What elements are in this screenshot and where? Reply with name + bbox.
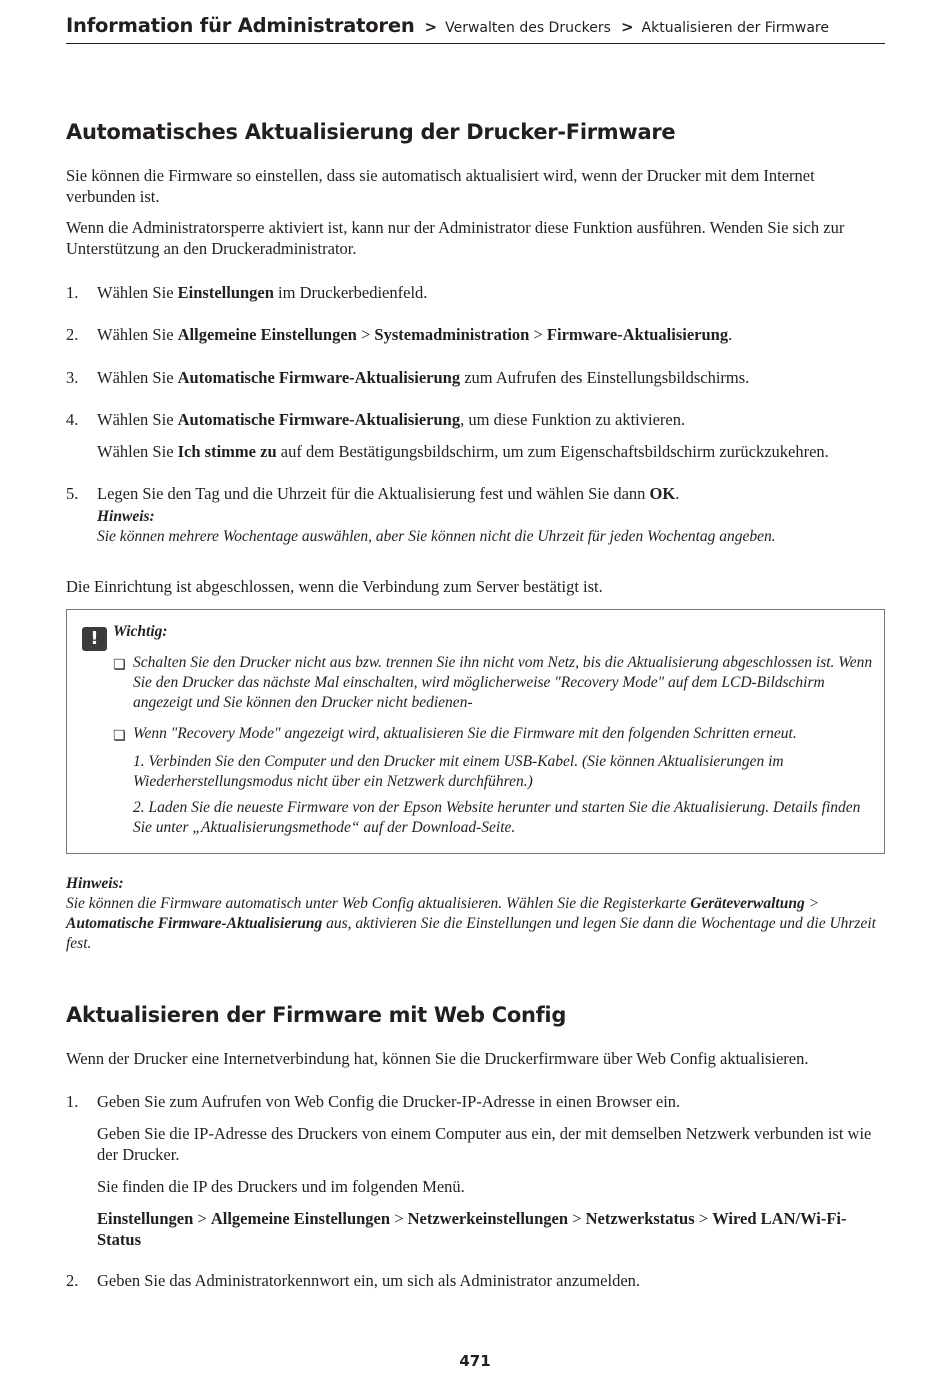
note-web-config: Hinweis: Sie können die Firmware automatisch unter Web Config aktualisieren. Wählen Sie die Registerkarte Geräteverwaltung > Automatische Firmware-Aktualisierung aus, aktivieren Sie die Einstellungen und legen Sie dann die Wochentage und die Uhrzeit fest. (66, 874, 885, 954)
section-title-auto-update: Automatisches Aktualisierung der Drucker-Firmware (66, 120, 676, 144)
step-number: 1. (66, 283, 79, 302)
section-title-web-config: Aktualisieren der Firmware mit Web Config (66, 1003, 567, 1027)
paragraph-intro: Sie können die Firmware so einstellen, dass sie automatisch aktualisiert wird, wenn der Drucker mit dem Internet verbunden ist. (66, 166, 815, 206)
step-1: 1. Wählen Sie Einstellungen im Druckerbedienfeld. (66, 283, 428, 302)
note-body: Sie können mehrere Wochentage auswählen, aber Sie können nicht die Uhrzeit für jeden Wochentag angeben. (97, 528, 776, 545)
note-title: Hinweis: (66, 875, 124, 892)
paragraph-web-config-intro: Wenn der Drucker eine Internetverbindung hat, können Sie die Druckerfirmware über Web Config aktualisieren. (66, 1049, 809, 1068)
step-4: 4. Wählen Sie Automatische Firmware-Aktualisierung, um diese Funktion zu aktivieren. Wählen Sie Ich stimme zu auf dem Bestätigungsbildschirm, um zum Eigenschaftsbildschirm zurückzukehren. (66, 410, 829, 461)
step-number: 3. (66, 368, 79, 387)
paragraph-done: Die Einrichtung ist abgeschlossen, wenn die Verbindung zum Server bestätigt ist. (66, 577, 603, 596)
important-title: Wichtig: (113, 623, 168, 640)
breadcrumb-separator: > (620, 18, 634, 36)
note-title: Hinweis: (97, 508, 155, 525)
step-3: 3. Wählen Sie Automatische Firmware-Aktualisierung zum Aufrufen des Einstellungsbildschirms. (66, 368, 750, 387)
breadcrumb-separator: > (424, 18, 438, 36)
step-number: 4. (66, 410, 79, 429)
breadcrumb-item-verwalten[interactable]: Verwalten des Druckers (445, 20, 611, 36)
step-number: 2. (66, 325, 79, 344)
paragraph-admin-lock: Wenn die Administratorsperre aktiviert ist, kann nur der Administrator diese Funktion ausführen. Wenden Sie sich zur Unterstützung an den Druckeradministrator. (66, 218, 845, 258)
important-box (66, 609, 885, 854)
step-number: 1. (66, 1092, 79, 1111)
step-number: 2. (66, 1271, 79, 1290)
checkbox-bullet-icon: ❏ (113, 728, 126, 744)
web-config-step-1: 1. Geben Sie zum Aufrufen von Web Config die Drucker-IP-Adresse in einen Browser ein. Geben Sie die IP-Adresse des Druckers von einem Computer aus ein, der mit demselben Netzwerk verbunden ist wie der Drucker. Sie finden die IP des Druckers und im folgenden Menü. Einstellungen > Allgemeine Einstellungen > Netzwerkeinstellungen > Netzwerkstatus > Wired LAN/Wi-Fi-Status (66, 1091, 885, 1250)
breadcrumb-item-aktualisieren[interactable]: Aktualisieren der Firmware (641, 20, 829, 36)
note-step-5 (97, 507, 885, 547)
breadcrumb-main: Information für Administratoren (66, 14, 415, 37)
step-2: 2. Wählen Sie Allgemeine Einstellungen > Systemadministration > Firmware-Aktualisierung. (66, 325, 733, 344)
important-substep-2: 2. Laden Sie die neueste Firmware von der Epson Website herunter und starten Sie die Aktualisierung. Details finden Sie unter „Aktualisierungsmethode“ auf der Download-Seite. (133, 799, 861, 836)
page-number: 471 (459, 1352, 491, 1370)
important-substep-1: 1. Verbinden Sie den Computer und den Drucker mit einem USB-Kabel. (Sie können Aktualisierungen im Wiederherstellungsmodus nicht über ein Netzwerk durchführen.) (133, 753, 784, 790)
important-item-1: ❏ Schalten Sie den Drucker nicht aus bzw. trennen Sie ihn nicht vom Netz, bis die Aktualisierung abgeschlossen ist. Wenn Sie den Drucker das nächste Mal einschalten, wird möglicherweise "Recovery Mode" auf dem LCD-Bildschirm angezeigt und Sie können den Drucker nicht bedienen- (113, 654, 873, 711)
important-item-2: ❏ Wenn "Recovery Mode" angezeigt wird, aktualisieren Sie die Firmware mit den folgenden Schritten erneut. 1. Verbinden Sie den Computer und den Drucker mit einem USB-Kabel. (Sie können Aktualisierungen im Wiederherstellungsmodus nicht über ein Netzwerk durchführen.) 2. Laden Sie die neueste Firmware von der Epson Website herunter und starten Sie die Aktualisierung. Details finden Sie unter „Aktualisierungsmethode“ auf der Download-Seite. (113, 724, 874, 838)
breadcrumb (66, 10, 885, 44)
checkbox-bullet-icon: ❏ (113, 657, 126, 673)
menu-einstellungen: Einstellungen (177, 283, 274, 302)
exclamation-icon: ! (82, 627, 107, 651)
web-config-step-2: 2. Geben Sie das Administratorkennwort ein, um sich als Administrator anzumelden. (66, 1271, 641, 1290)
step-number: 5. (66, 484, 79, 503)
menu-path: Einstellungen > Allgemeine Einstellungen > Netzwerkeinstellungen > Netzwerkstatus > Wired LAN/Wi-Fi-Status (97, 1209, 847, 1249)
step-5: 5. Legen Sie den Tag und die Uhrzeit für die Aktualisierung fest und wählen Sie dann OK. Hinweis: Sie können mehrere Wochentage auswählen, aber Sie können nicht die Uhrzeit für jeden Wochentag angeben. (66, 483, 885, 547)
